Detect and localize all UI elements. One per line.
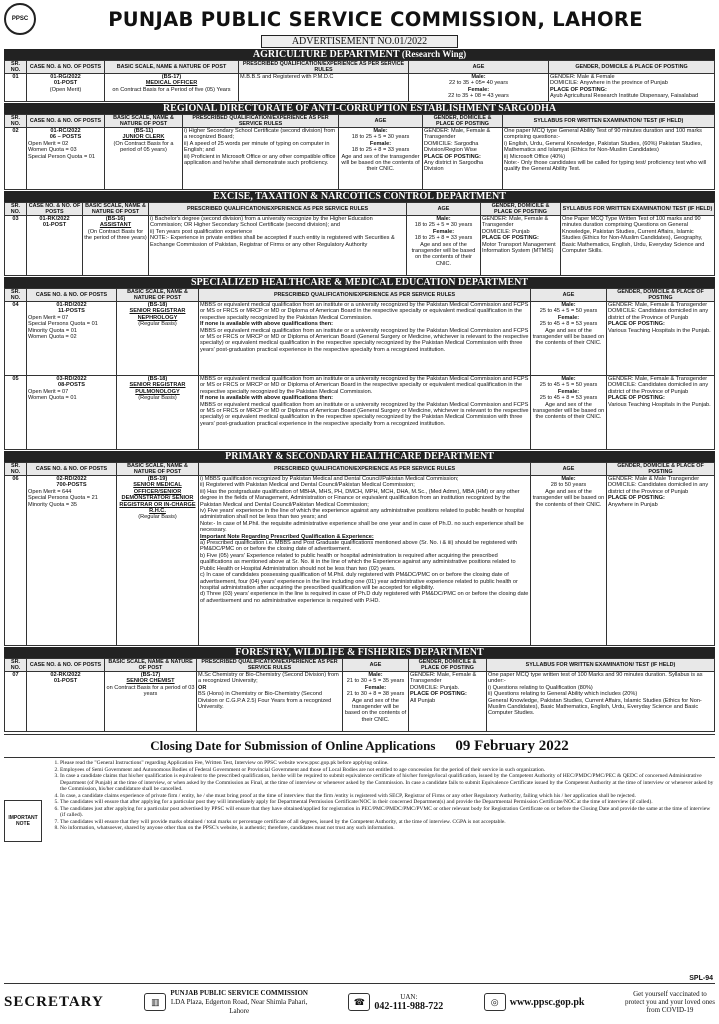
vax-line: from COVID-19 <box>646 1006 694 1014</box>
col-header: PRESCRIBED QUALIFICATION/EXPERIENCE AS PER SERVICE RULES <box>199 463 531 476</box>
place-label: PLACE OF POSTING: <box>550 86 607 93</box>
age-value: 25 to 45 + 8 = 53 years <box>539 395 598 402</box>
post-nature: (On Contract Basis for a period of 05 years) <box>113 140 174 154</box>
age-value: 25 to 45 + 8 = 53 years <box>539 321 598 328</box>
post-nature: on Contract Basis for a Period of five (05) Years <box>112 86 231 93</box>
gender: GENDER: Male, Female & Transgender <box>608 376 708 382</box>
list-item: 5. The candidates will ensure that after applying for a particular post they will immediately apply for Departmental Permission Certificate/NOC in their concerned Department(s) and provide the Departmental Permission Certificate/NOC at the time of interview (if called). <box>60 799 715 806</box>
col-header: SR. NO. <box>5 659 27 672</box>
col-header: AGE <box>531 289 607 302</box>
syllabus: i) Questions relating to Qualification (80%) <box>488 684 593 691</box>
col-header: CASE NO. & NO. OF POSTS <box>27 203 83 216</box>
place-label: PLACE OF POSTING: <box>608 395 665 402</box>
col-header: AGE <box>339 115 423 128</box>
age-label: Male: <box>471 74 486 80</box>
no-of-posts: 08-POSTS <box>57 382 86 389</box>
dept-agriculture: AGRICULTURE DEPARTMENT (Research Wing) <box>4 49 715 60</box>
col-header: AGE <box>407 203 481 216</box>
building-icon: ▥ <box>144 993 166 1011</box>
gender: GENDER: Male, Female & Transgender <box>410 672 477 685</box>
no-of-posts: 01-POST <box>42 222 67 229</box>
gender: GENDER: Male, Female & Transgender <box>482 216 549 229</box>
col-header: GENDER, DOMICILE & PLACE OF POSTING <box>481 203 561 216</box>
qualification: NOTE:- Experience in private entities shall be accepted if such entity is registered with Securities & Exchange Commission of Pakistan, Registrar of Firms or any other Regulatory Authority <box>150 235 395 248</box>
age-label: Male: <box>436 216 451 222</box>
dept-excise: EXCISE, TAXATION & NARCOTICS CONTROL DEPARTMENT <box>4 191 715 202</box>
quota: Open Merit = 07 <box>28 388 69 395</box>
col-header: SR. NO. <box>5 463 27 476</box>
quota: Minority Quota = 01 <box>28 327 77 334</box>
domicile: DOMICILE: Sargodha Division/Region Wise <box>424 140 479 154</box>
scale: (BS-16) <box>105 216 126 222</box>
post-nature: (Regular Basis) <box>138 321 177 328</box>
dept-primary-healthcare: PRIMARY & SECONDARY HEALTHCARE DEPARTMENT <box>4 451 715 462</box>
qualification: MBBS or equivalent medical qualification from an institute or a university recognized by the Pakistan Medical Commission and FCPS or MS or FRCS or MRCP or MD or Diploma of American Board in the respective specialty or equivalent medical qualification in the respective specialty recognized by the Pakistan Medical Commission. <box>200 302 529 321</box>
scale: (BS-11) <box>133 128 154 134</box>
address-line: Lahore <box>229 1006 250 1015</box>
col-header: PRESCRIBED QUALIFICATION/EXPERIENCE AS PER SERVICE RULES <box>199 289 531 302</box>
col-header: CASE NO. & NO. OF POSTS <box>27 115 105 128</box>
age-value: 25 to 45 + 5 = 50 years <box>539 382 598 389</box>
place-label: PLACE OF POSTING: <box>608 321 665 328</box>
age-value: 28 to 50 years <box>550 482 587 489</box>
spl-code: SPL-94 <box>689 975 713 982</box>
quota: Women Quota = 03 <box>28 147 77 154</box>
important-note-icon: IMPORTANT NOTE <box>4 800 42 842</box>
list-item: 4. In case, a candidate claims experience of private firm / entity, he / she must bring proof at the time of interview that the firm /entity is registered with SECP, Registrar of Firms or any other Regulatory Authority, failing which his / her application shall be rejected. <box>60 793 715 800</box>
address <box>170 989 308 1016</box>
col-header: GENDER, DOMICILE & PLACE OF POSTING <box>409 659 487 672</box>
qualification: i) MBBS qualification recognized by Pakistan Medical and Dental Council/Pakistan Medical Commission; <box>200 476 459 482</box>
col-header: CASE NO. & NO. OF POSTS <box>27 659 105 672</box>
qualification: ii) A speed of 25 words per minute of typing on computer in English; and <box>184 140 330 154</box>
list-item: 3. In case a candidate claims that his/her qualification is equivalent to the prescribed qualification, he/she will be required to submit equivalence certificate of his/her foreign/local qualification, issued by the Competent Authority of HEC/PMDC/PMC/PEC & QEDC of concerned Administrative Department (of Punjab) at the time of interview, or when asked by the Commission as Final, at the time of interview or whenever asked by the Commission. In case a candidate fails to submit Equivalence Certificate issued by the Competent Authority at the time of interview or whenever asked by the Commission, his/her candidature shall be cancelled. <box>60 773 715 793</box>
col-header: SR. NO. <box>5 203 27 216</box>
uan-label: UAN: <box>400 993 418 1001</box>
uan-number: 042-111-988-722 <box>374 1001 444 1012</box>
table-excise <box>4 202 715 276</box>
quota: Open Merit = 02 <box>28 140 69 147</box>
age-note: Age and sex of the transgender will be based on the contents of their CNIC. <box>341 153 420 173</box>
gender: GENDER: Male & Female <box>550 74 615 80</box>
qualification: OR <box>198 684 207 691</box>
col-header: GENDER, DOMICILE & PLACE OF POSTING <box>607 463 715 476</box>
gender: GENDER: Male, Female & Transgender <box>608 302 708 308</box>
quota: (Open Merit) <box>49 86 82 93</box>
globe-icon: ◎ <box>484 993 506 1011</box>
quota: Minority Quota = 35 <box>28 501 77 508</box>
place-value: Various Teaching Hospitals in the Punjab. <box>608 327 711 334</box>
qualification: iii) Proficient in Microsoft Office or any other compatible office application and he/she shall demonstrate such proficiency. <box>184 153 336 167</box>
scale: (BS-18) <box>147 376 168 382</box>
table-row <box>5 376 715 450</box>
age-note: Age and sex of the transgender will be based on the contents of their CNIC. <box>532 401 605 421</box>
place-label: PLACE OF POSTING: <box>424 153 481 160</box>
col-header: BASIC SCALE, NAME & NATURE OF POST <box>117 463 199 476</box>
sr-no: 06 <box>5 476 27 646</box>
qualification: a) Prescribed qualification i.e. MBBS and Post Graduate qualifications mentioned above (Sr. No. i & iii) should be registered with PM&DC/PMC on or before the closing date of advertisement. <box>200 540 518 553</box>
ppsc-logo-icon: PPSC <box>4 3 36 35</box>
age-label: Female: <box>467 86 490 93</box>
qualification: MBBS or equivalent medical qualification from an institute or a university recognized by the Pakistan Medical Commission and FCPS or MS or FRCS or MRCP or MD or Diploma of American Board (General Surgery or Medicine, whichever is relevant to the respective specialty) or equivalent medical qualification in the respective specialty recognized by the Pakistan Medical Commission with three years' post-graduation practical experience in the respective specialty from a recognized institution. <box>200 327 529 353</box>
domicile: DOMICILE: Candidates domiciled in any district of the Province of Punjab <box>608 382 709 395</box>
list-item: 1. Please read the "General Instructions" regarding Application Fee, Written Test, Interview on PPSC website www.ppsc.gop.pk before applying online. <box>60 760 715 767</box>
gender: GENDER: Male, Female & Transgender <box>424 128 491 141</box>
age-label: Male: <box>373 128 388 134</box>
quota: Special Persons Quota = 01 <box>28 321 98 328</box>
place-value: Various Teaching Hospitals in the Punjab. <box>608 401 711 408</box>
age-value: 22 to 35 + 05= 40 years <box>448 80 509 87</box>
qualification: iv) Five years' experience in the line of which the experience against any administrative positions related to public health or hospital administration shall not be less than two years; and <box>200 508 525 521</box>
qualification: ii) Registered with Pakistan Medical and Dental Council/Pakistan Medical Commission; <box>200 482 415 489</box>
syllabus: ii) Questions relating to General Ability which includes (20%) <box>488 691 638 698</box>
post-nature: (Regular Basis) <box>138 514 177 521</box>
no-of-posts: 01-POST <box>53 80 78 87</box>
quota: Women Quota = 01 <box>28 395 77 402</box>
age-label: Male: <box>561 302 576 308</box>
table-primary-healthcare <box>4 462 715 646</box>
qualification: MBBS or equivalent medical qualification from an institute or a university recognized by the Pakistan Medical Commission and FCPS or MS or FRCS or MRCP or MD or Diploma of American Board in the respective specialty or equivalent medical qualification in the respective specialty recognized by the Pakistan Medical Commission. <box>200 376 529 395</box>
case-no: 01-RK/2022 <box>39 216 70 222</box>
age-value: 25 to 45 + 5 = 50 years <box>539 308 598 315</box>
qualification: ii) Ten years post qualification experience <box>150 228 253 235</box>
post-name: ASSISTANT <box>99 222 132 229</box>
qualification: i) Higher Secondary School Certificate (second division) from a recognized Board; <box>184 128 336 141</box>
domicile: DOMICILE: Anywhere in the province of Punjab <box>550 80 668 87</box>
place-value: Motor Transport Management Information System (MTMIS) <box>482 241 556 255</box>
phone-icon: ☎ <box>348 993 370 1011</box>
place-value: Any district in Sargodha Division <box>424 160 484 173</box>
quota: Special Person Quota = 01 <box>28 153 96 160</box>
col-header: CASE NO. & NO. OF POSTS <box>27 61 105 74</box>
sr-no: 07 <box>5 672 27 732</box>
col-header: SR. NO. <box>5 115 27 128</box>
notes-section <box>4 760 715 842</box>
case-no: 01-RG/2022 <box>50 74 81 80</box>
qualification: iii) Has the postgraduate qualification of MBHA, MHS, PH, DMCH, MPH, MCH, DHA, M.Sc., (Med Admn), MBA (HM) or any other degree in the fields of Management, Administration or Finance or equivalent qualification from an institution recognized by the Pakistan Medical and Dental Council/Pakistan Medical Commission; <box>200 488 520 508</box>
age-label: Male: <box>561 476 576 482</box>
vax-line: Get yourself vaccinated to <box>633 990 707 998</box>
dept-specialized-healthcare: SPECIALIZED HEALTHCARE & MEDICAL EDUCATION DEPARTMENT <box>4 277 715 288</box>
syllabus: One Paper MCQ Type Written Test of 100 marks and 90 minutes duration comprising Questions on General Knowledge, Pakistan Studies, Current Affairs, Islamic Studies (Ethics for Non-Muslim Candidates), Geography, Basic Mathematics, English, Urdu, Everyday Science and Computer Skills. <box>561 216 715 276</box>
footer <box>4 983 715 1020</box>
qualification: MBBS or equivalent medical qualification from an institute or a university recognized by the Pakistan Medical Commission and FCPS or MS or FRCS or MRCP or MD or Diploma of American Board (General Surgery or Medicine, whichever is relevant to the respective specialty) or equivalent medical qualification in the respective specialty recognized by the Pakistan Medical Commission with three years' post-graduation practical experience in the respective specialty from a recognized institution. <box>200 401 529 427</box>
quota: Open Merit = 644 <box>28 488 72 495</box>
advertisement-number: ADVERTISEMENT NO.01/2022 <box>261 35 458 48</box>
syllabus: i) English, Urdu, General Knowledge, Pakistan Studies, (60%) Pakistan Studies, Mathematics and Islamyat (Ethics for Non-Muslim Candidates) <box>504 140 703 154</box>
qualification: Important Note Regarding Prescribed Qualification & Experience: <box>200 533 374 540</box>
age-label: Female: <box>557 388 580 395</box>
case-no: 01-RC/2022 <box>50 128 81 134</box>
post-name: JUNIOR CLERK <box>122 134 165 141</box>
domicile: DOMICILE: Punjab. <box>410 684 460 691</box>
sr-no: 04 <box>5 302 27 376</box>
age-label: Female: <box>364 684 387 691</box>
col-header: AGE <box>531 463 607 476</box>
col-header: BASIC SCALE, NAME & NATURE OF POST <box>83 203 149 216</box>
col-header: GENDER, DOMICILE & PLACE OF POSTING <box>549 61 715 74</box>
table-row <box>5 476 715 646</box>
qualification: d) Three (03) years' experience in the line is required in case of Ph.D duly registered with PM&DC/PMC on or before the closing date of advertisement and no administrative experience is required with P.HD. <box>200 591 529 604</box>
sr-no: 01 <box>5 74 27 102</box>
table-row <box>5 216 715 276</box>
col-header: BASIC SCALE, NAME & NATURE OF POST <box>105 115 183 128</box>
col-header: BASIC SCALE, NAME & NATURE OF POST <box>105 659 197 672</box>
age-label: Male: <box>368 672 383 678</box>
scale: (BS-19) <box>147 476 168 482</box>
sr-no: 05 <box>5 376 27 450</box>
col-header: PRESCRIBED QUALIFICATION/EXPERIENCE AS PER SERVICE RULES <box>149 203 407 216</box>
quota: Women Quota = 02 <box>28 334 77 341</box>
scale: (BS-17) <box>140 672 161 678</box>
domicile: DOMICILE: Candidates domiciled in any district of the Province of Punjab <box>608 308 709 321</box>
col-header: AGE <box>409 61 549 74</box>
domicile: DOMICILE: Punjab <box>482 228 530 235</box>
qualification: c) In case of candidates possessing qualification of M.Phil. duly registered with PM&DC/PMC on or before the closing date of advertisement, four (04) years' experience in the line including one (01) year administrative experience related to public health or hospital administration after acquiring the prescribed qualification will be accepted for eligibility. <box>200 572 518 591</box>
col-header: PRESCRIBED QUALIFICATION/EXPERIENCE AS PER SERVICE RULES <box>183 115 339 128</box>
table-row <box>5 672 715 732</box>
quota: Special Persons Quota = 21 <box>28 495 98 502</box>
col-header: PRESCRIBED QUALIFICATION/EXPERIENCE AS PER SERVICE RULES <box>197 659 343 672</box>
no-of-posts: 11-POSTS <box>58 308 85 315</box>
no-of-posts: 06 – POSTS <box>49 134 82 141</box>
syllabus: Note:- Only those candidates will be called for typing test/ proficiency test who will qualify the General Ability Test. <box>504 160 707 173</box>
col-header: CASE NO. & NO. OF POSTS <box>27 463 117 476</box>
age-value: 18 to 25 + 5 = 30 years <box>414 222 473 229</box>
age-note: Age and sex of the transgender will be based on the contents of their CNIC. <box>532 327 605 347</box>
syllabus: ii) Microsoft Office (40%) <box>504 153 566 160</box>
table-specialized-healthcare <box>4 288 715 450</box>
qualification: i) Bachelor's degree (second division) from a university recognize by the Higher Education Commission; OR Higher Secondary School Certificate (second division); and <box>150 216 373 229</box>
domicile: DOMICILE: Candidates domiciled in any district of the Province of Punjab <box>608 482 709 495</box>
dept-forestry: FORESTRY, WILDLIFE & FISHERIES DEPARTMENT <box>4 647 715 658</box>
post-nature: on Contract Basis for a period of 03 years <box>106 684 195 698</box>
age-label: Male: <box>561 376 576 382</box>
age-value: 21 to 30 + 8 = 38 years <box>346 691 405 698</box>
list-item: 2. Employees of Semi Government and Autonomous Bodies of Federal Government or Provincial Government and those of Local Bodies are not entitled to age concession for the period of their service in such organization. <box>60 767 715 774</box>
quota: Open Merit = 07 <box>28 314 69 321</box>
col-header: SYLLABUS FOR WRITTEN EXAMINATION/ TEST (IF HELD) <box>503 115 715 128</box>
col-header: GENDER, DOMICILE & PLACE OF POSTING <box>423 115 503 128</box>
col-header: PRESCRIBED QUALIFICATION/EXPERIENCE AS PER SERVICE RULES <box>239 61 409 74</box>
closing-date: 09 February 2022 <box>455 737 569 754</box>
col-header: GENDER, DOMICILE & PLACE OF POSTING <box>607 289 715 302</box>
age-note: Age and sex of the transgender will be based on the contents of their CNIC. <box>411 241 476 267</box>
qualification: If none is available with above qualifications then: <box>200 395 334 402</box>
qualification: M.B.B.S and Registered with P.M.D.C <box>239 74 409 102</box>
closing-date-banner <box>4 734 715 758</box>
scale: (BS-18) <box>147 302 168 308</box>
post-name: SENIOR MEDICAL OFFICER/SENIOR DEMONSTRATOR/ SENIOR REGISTRAR OR IN-CHARGE R.H.C. <box>119 482 196 515</box>
syllabus: One paper MCQ type General Ability Test of 90 minutes duration and 100 marks comprising questions:- <box>504 128 702 141</box>
post-name: SENIOR CHEMIST <box>126 678 175 685</box>
list-item: 8. No information, whatsoever, shared by anyone other than on the PPSC's website, is authentic; therefore, candidates must not trust any such information. <box>60 825 715 832</box>
scale: (BS-17) <box>161 74 182 80</box>
case-no: 02-RD/2022 <box>56 476 87 482</box>
case-no: 02-RK/2022 <box>50 672 81 678</box>
age-note: Age and sex of the transgender will be based on the contents of their CNIC. <box>344 697 407 723</box>
place-value: All Punjab <box>410 697 436 704</box>
address-line: PUNJAB PUBLIC SERVICE COMMISSION <box>170 988 308 997</box>
syllabus: One paper MCQ type written test of 100 Marks and 90 minutes duration. Syllabus is as under:- <box>488 672 703 685</box>
qualification: M.Sc Chemistry or Bio-Chemistry (Second Division) from a recognized University; <box>198 672 339 685</box>
case-no: 03-RD/2022 <box>56 376 87 382</box>
place-label: PLACE OF POSTING: <box>410 691 467 698</box>
no-of-posts: 01-POST <box>53 678 78 685</box>
table-row <box>5 128 715 190</box>
header <box>4 3 715 35</box>
col-header: BASIC SCALE, NAME & NATURE OF POST <box>105 61 239 74</box>
col-header: AGE <box>343 659 409 672</box>
col-header: SR. NO. <box>5 61 27 74</box>
qualification: b) Five (05) years' Experience related to public health or hospital administration is required after acquiring the prescribed qualifications as mentioned above at Sr. No. iii in the line of which the Experience against any administrative positions related to Public Health or Hospital Administration should not be less than two (02) years. <box>200 552 516 572</box>
col-header: BASIC SCALE, NAME & NATURE OF POST <box>117 289 199 302</box>
vax-line: protect you and your loved ones <box>624 998 715 1006</box>
notes-list <box>46 760 715 842</box>
age-value: 21 to 30 + 5 = 35 years <box>346 678 405 685</box>
age-value: 18 to 25 + 5 = 30 years <box>351 134 410 141</box>
table-forestry <box>4 658 715 732</box>
post-nature: (On Contract Basis for the period of three years) <box>84 228 147 242</box>
col-header: SYLLABUS FOR WRITTEN EXAMINATION/ TEST (IF HELD) <box>561 203 715 216</box>
syllabus: General Knowledge, Pakistan Studies, Current Affairs, Islamic Studies (Ethics for Non-Muslim Candidates), Basic Mathematics, English, Urdu, Everyday Science and Basic Computer Studies. <box>488 697 702 717</box>
page-title: PUNJAB PUBLIC SERVICE COMMISSION, LAHORE <box>108 7 643 31</box>
post-name: MEDICAL OFFICER <box>145 80 198 87</box>
place-value: Ayub Agricultural Research Institute Dispensary, Faisalabad <box>550 93 699 100</box>
website-link[interactable]: www.ppsc.gop.pk <box>509 996 585 1008</box>
post-name: SENIOR REGISTRAR PULMONOLOGY <box>129 382 186 395</box>
sr-no: 02 <box>5 128 27 190</box>
age-label: Female: <box>369 140 392 147</box>
place-value: Anywhere in Punjab <box>608 501 658 508</box>
table-anti-corruption <box>4 114 715 190</box>
age-note: Age and sex of the transgender will be based on the contents of their CNIC. <box>532 488 605 508</box>
closing-label: Closing Date for Submission of Online Applications <box>150 738 436 753</box>
qualification: Note:- In case of M.Phil. the requisite administrative experience shall be one year and in case of Ph.D. no such experience shall be necessary. <box>200 520 524 534</box>
dept-anti-corruption: REGIONAL DIRECTORATE OF ANTI-CORRUPTION ESTABLISHMENT SARGODHA <box>4 103 715 114</box>
post-nature: (Regular Basis) <box>138 395 177 402</box>
post-name: SENIOR REGISTRAR NEPHROLOGY <box>129 308 186 321</box>
age-value: 18 to 25 + 8 = 33 years <box>414 235 473 242</box>
address-line: LDA Plaza, Edgerton Road, Near Shimla Pahari, <box>170 997 308 1006</box>
secretary-label: SECRETARY <box>4 993 104 1010</box>
col-header: SR. NO. <box>5 289 27 302</box>
col-header: SYLLABUS FOR WRITTEN EXAMINATION/ TEST (IF HELD) <box>487 659 715 672</box>
list-item: 7. The candidates will ensure that they will provide marks obtained / total marks or percentage certificate of all degrees, issued by the Competent Authority, at the time of interview. CGPA is not acceptable. <box>60 819 715 826</box>
uan <box>374 992 443 1012</box>
place-label: PLACE OF POSTING: <box>482 235 539 242</box>
table-row <box>5 74 715 102</box>
qualification: BS (Hons) in Chemistry or Bio-Chemistry (Second Division or C.G.P.A 2.5) Four Years from a recognized University. <box>198 691 332 711</box>
age-label: Female: <box>557 314 580 321</box>
col-header: CASE NO. & NO. OF POSTS <box>27 289 117 302</box>
no-of-posts: 700-POSTS <box>56 482 87 489</box>
list-item: 6. The candidates just after applying for a particular post advertised by PPSC will ensure that they have obtained/applied for registration in PEC/PMC/PMDC/PMC/PVMC or other relevant body for Registration Certificate on or before the Closing Date and provide the same at the time of interview (if called). <box>60 806 715 819</box>
sr-no: 03 <box>5 216 27 276</box>
age-label: Female: <box>432 228 455 235</box>
case-no: 01-RD/2022 <box>56 302 87 308</box>
age-value: 22 to 35 + 08 = 43 years <box>448 93 509 100</box>
table-row <box>5 302 715 376</box>
age-value: 18 to 25 + 8 = 33 years <box>351 147 410 154</box>
table-agriculture <box>4 60 715 102</box>
gender: GENDER: Male & Male Transgender <box>608 476 700 482</box>
vaccination-message <box>625 990 715 1014</box>
qualification: If none is available with above qualifications then: <box>200 321 334 328</box>
place-label: PLACE OF POSTING: <box>608 495 665 502</box>
